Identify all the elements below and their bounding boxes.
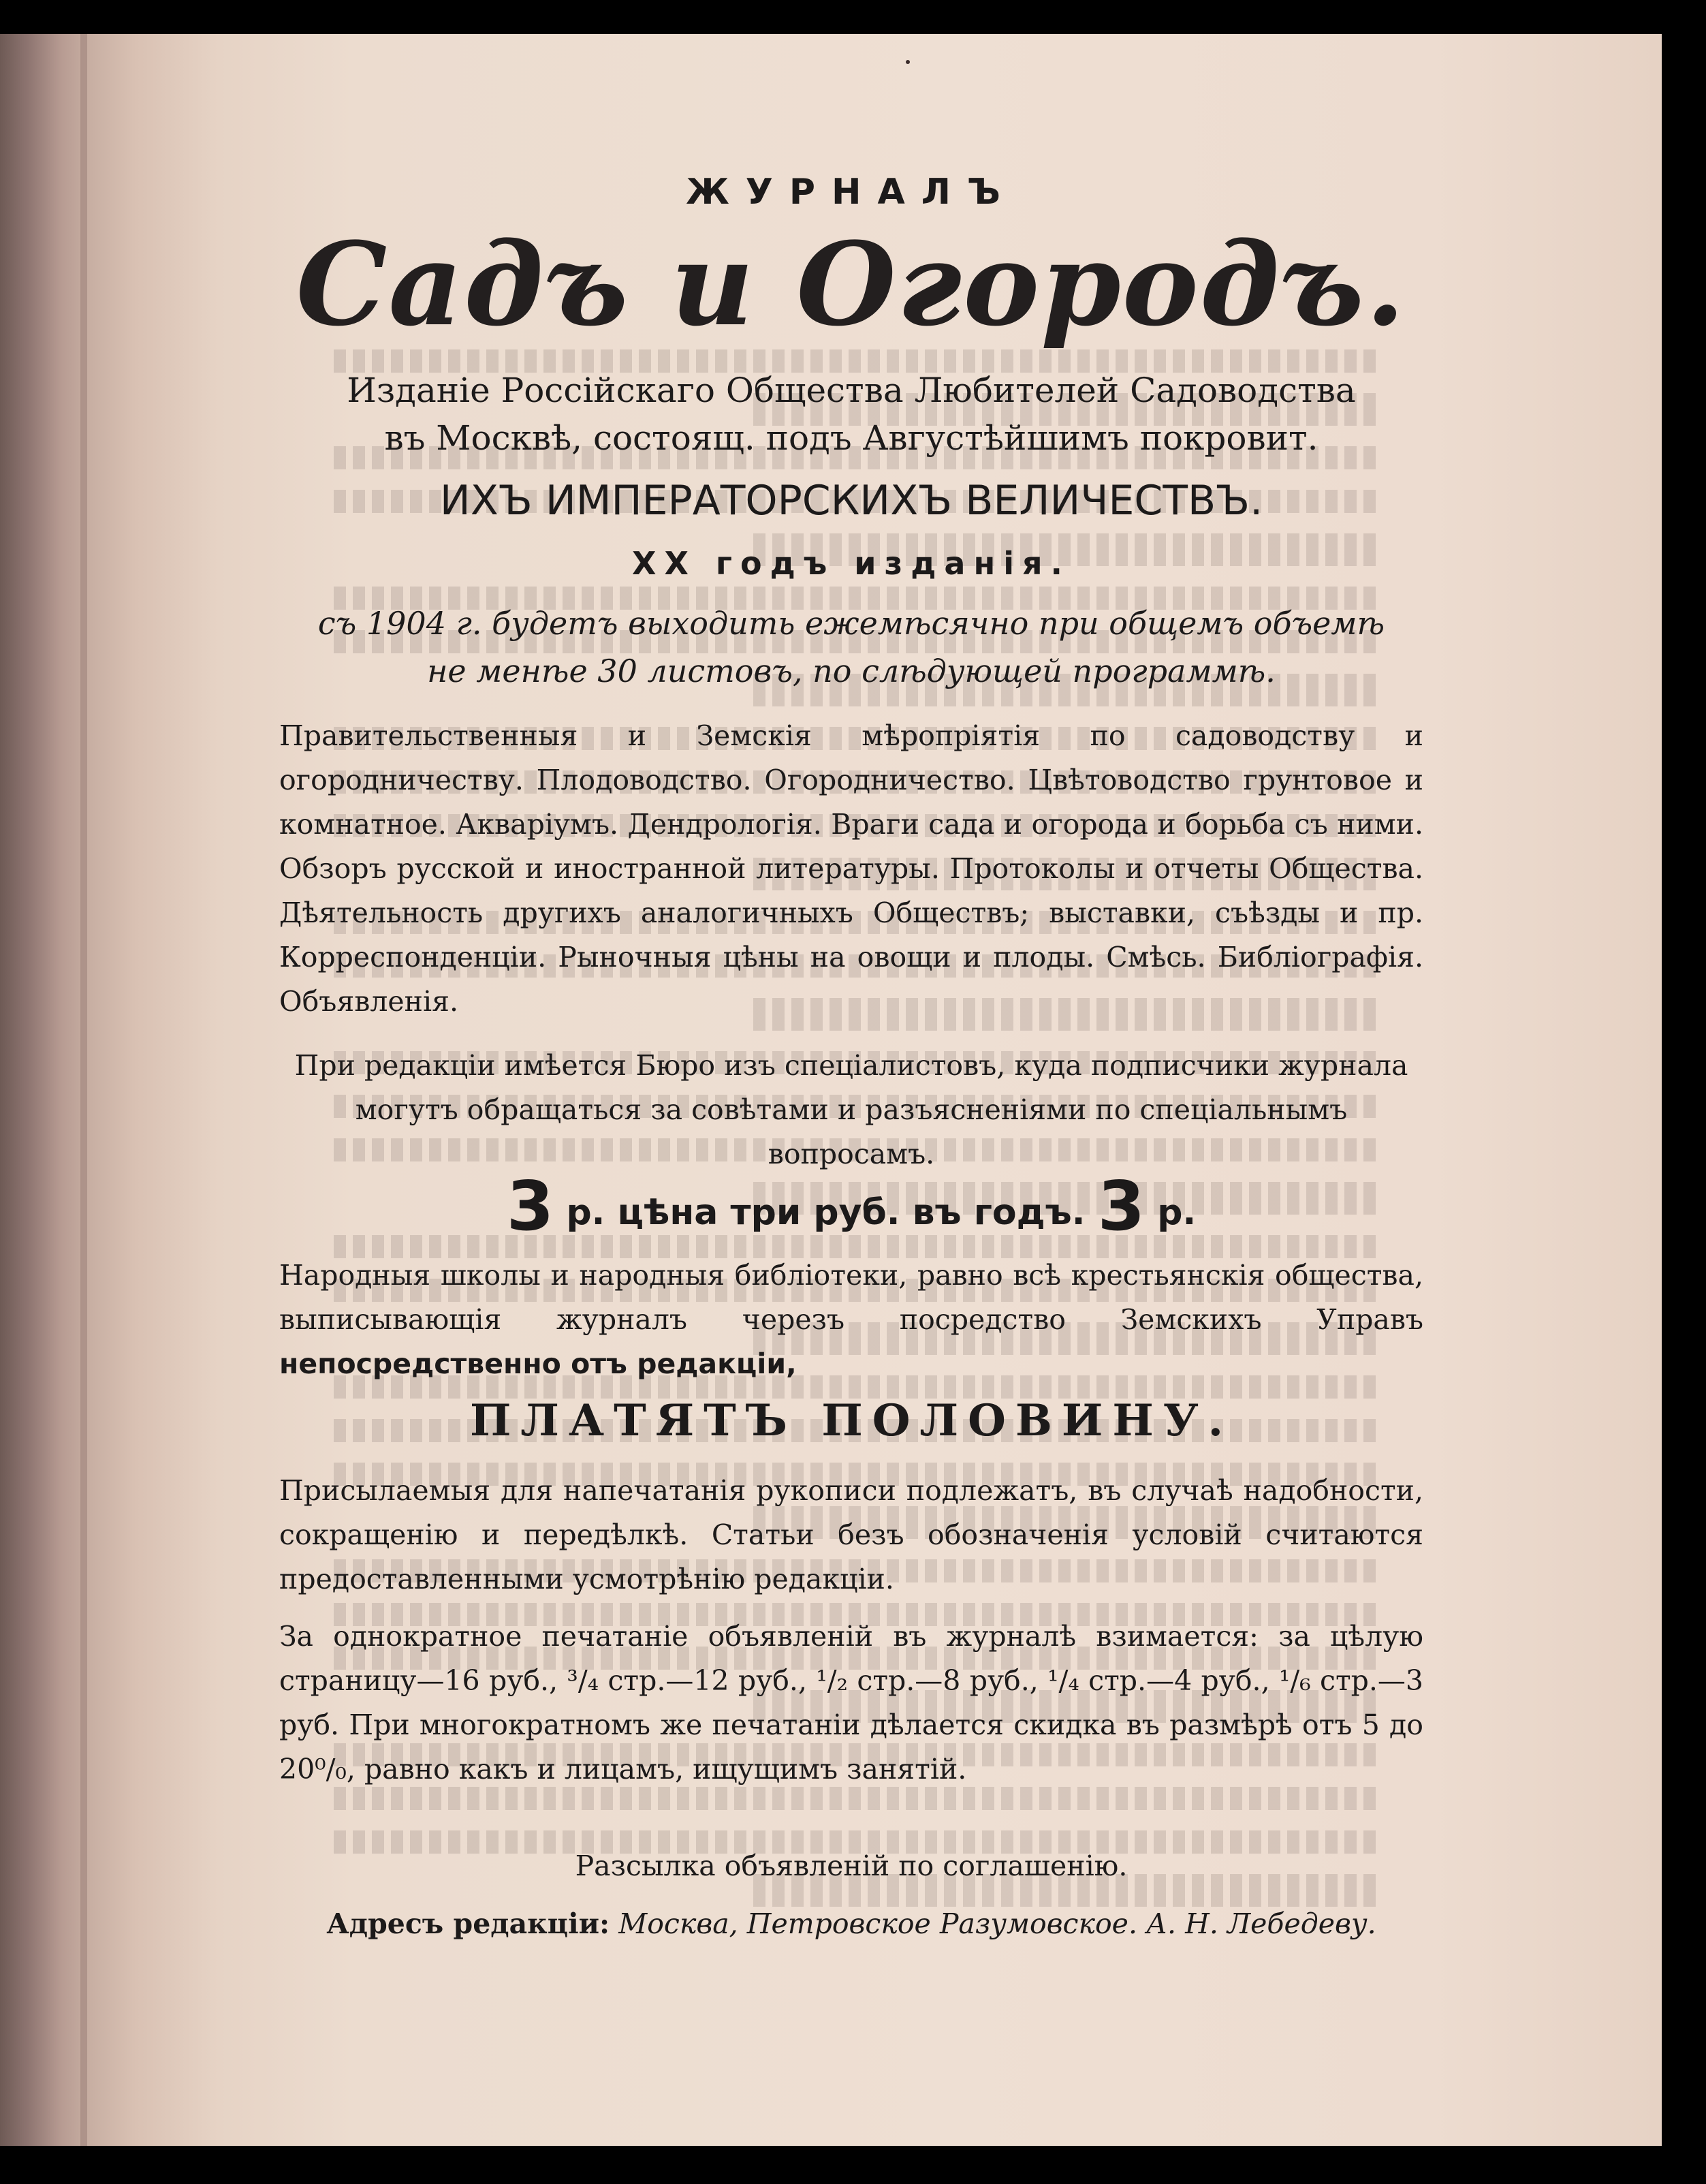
advertising-rates-paragraph: За однократное печатаніе объявленій въ журналѣ взимается: за цѣлую страницу—16 руб., ³/₄ стр.—12 руб., ¹/₂ стр.—8 руб., ¹/₄ стр.—4 руб., ¹/₆ стр.—3 руб. При многократномъ же печатаніи дѣлается скидка въ размѣрѣ отъ 5 до 20⁰/₀, равно какъ и лицамъ, ищущимъ занятій. [279,1620,1423,1785]
price-unit-left: р. [566,1192,605,1233]
schools-paragraph [279,1253,1423,1386]
editorial-address [272,1907,1430,1940]
schools-bold-text: непосредственно отъ редакціи, [279,1347,797,1380]
book-gutter-shadow [80,34,87,2146]
majesties-heading: ИХЪ ИМПЕРАТОРСКИХЪ ВЕЛИЧЕСТВЪ. [439,477,1263,525]
price-line [272,1166,1430,1246]
price-unit-right: р. [1157,1192,1197,1233]
half-price-heading: ПЛАТЯТЪ ПОЛОВИНУ. [469,1395,1233,1446]
address-value: Москва, Петровское Разумовское. А. Н. Лебедеву. [618,1907,1376,1940]
program-paragraph: Правительственныя и Земскія мѣропріятія по садоводству и огородничеству. Плодоводство. Огородничество. Цвѣтоводство грунтовое и комнатное. Акваріумъ. Дендрологія. Враги сада и огорода и борьба съ ними. Обзоръ русской и иностранной литературы. Протоколы и отчеты Общества. Дѣятельность другихъ аналогичныхъ Обществъ; выставки, съѣзды и пр. Корреспонденціи. Рыночныя цѣны на овощи и плоды. Смѣсь. Библіографія. Объявленія. [279,719,1423,1018]
address-label: Адресъ редакціи: [326,1907,610,1940]
journal-title: Садъ и Огородъ. [296,217,1407,352]
publisher-line-1: Изданіе Россійскаго Общества Любителей Садоводства [347,371,1356,410]
price-figure-right: 3 [1097,1166,1146,1246]
schools-text: Народныя школы и народныя библіотеки, равно всѣ крестьянскія общества, выписывающія журналъ черезъ посредство Земскихъ Управъ [279,1259,1423,1336]
bureau-paragraph: При редакціи имѣется Бюро изъ спеціалистовъ, куда подписчики журнала могутъ обращаться за совѣтами и разъясненіями по спеціальнымъ вопросамъ. [294,1049,1408,1170]
price-figure-left: 3 [506,1166,554,1246]
schedule-line-2: не менѣе 30 листовъ, по слѣдующей программѣ. [427,653,1276,689]
publisher-block [272,366,1430,462]
journal-label: ЖУРНАЛЪ [686,172,1017,213]
manuscripts-paragraph: Присылаемыя для напечатанія рукописи подлежатъ, въ случаѣ надобности, сокращенію и передѣлкѣ. Статьи безъ обозначенія условій считаются предоставленными усмотрѣнію редакціи. [279,1474,1423,1595]
publisher-line-2: въ Москвѣ, состоящ. подъ Августѣйшимъ покровит. [384,418,1318,458]
schedule-line-1: съ 1904 г. будетъ выходить ежемѣсячно при общемъ объемѣ [317,605,1385,642]
year-of-issue: XX годъ изданія. [631,545,1071,582]
ink-dot [906,60,910,64]
price-text: цѣна три руб. въ годъ. [617,1192,1086,1233]
publication-schedule [272,599,1430,695]
ad-mailing-note: Разсылка объявленій по соглашенію. [575,1850,1128,1882]
